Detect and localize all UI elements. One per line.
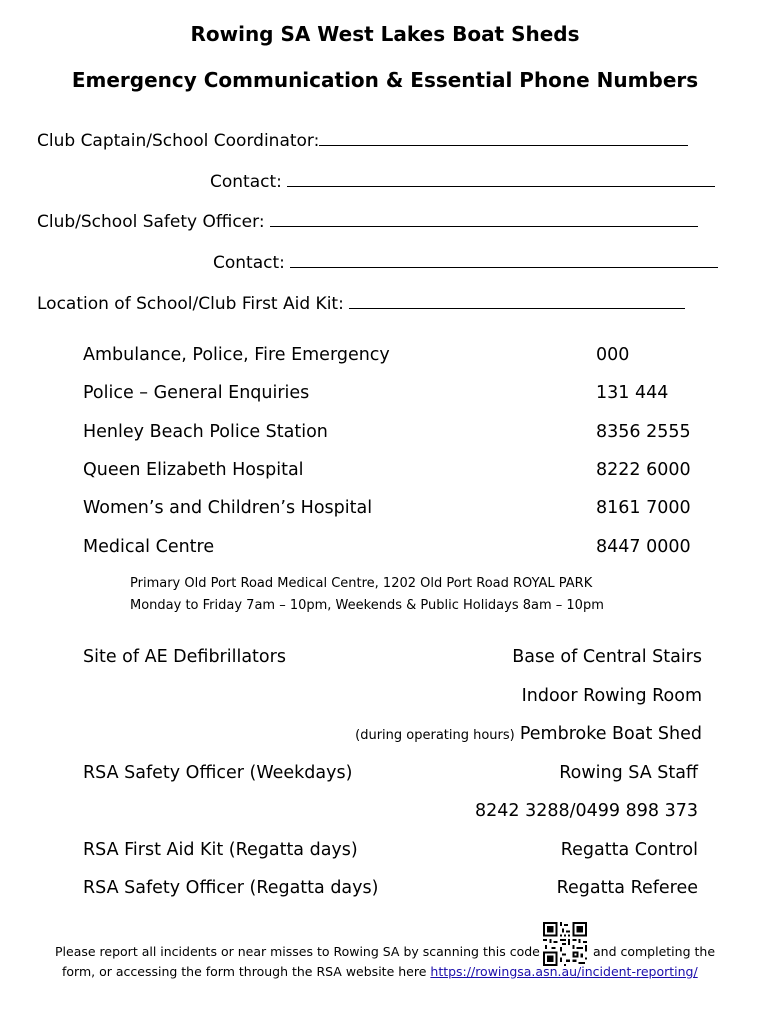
number-value: 8161 7000 [596, 498, 691, 518]
rsa-weekday-phone: 8242 3288/0499 898 373 [475, 801, 698, 821]
contact-line-2 [213, 250, 718, 273]
defib-location-1: Base of Central Stairs [512, 647, 702, 667]
footer-text-3: form, or accessing the form through the RSA website here [62, 964, 427, 979]
footer-line-2 [62, 964, 698, 979]
defib-location-3-line [355, 724, 702, 744]
number-value: 8447 0000 [596, 537, 691, 557]
captain-label: Club Captain/School Coordinator: [37, 131, 320, 151]
number-label: Police – General Enquiries [83, 383, 310, 403]
safety-officer-field[interactable] [270, 209, 698, 227]
footer-text-2: and completing the [593, 944, 716, 959]
contact-line-1 [210, 169, 715, 192]
number-label: Women’s and Children’s Hospital [83, 498, 373, 518]
defib-hours-note: (during operating hours) [355, 728, 515, 743]
incident-reporting-link[interactable]: https://rowingsa.asn.au/incident-reporting/ [430, 964, 698, 979]
defib-label: Site of AE Defibrillators [83, 647, 286, 667]
contact-label: Contact: [213, 253, 285, 273]
rsa-kit-label: RSA First Aid Kit (Regatta days) [83, 840, 358, 860]
safety-officer-label: Club/School Safety Officer: [37, 212, 265, 232]
page-title: Rowing SA West Lakes Boat Sheds [190, 22, 580, 46]
rsa-kit-value: Regatta Control [560, 840, 698, 860]
contact-field-1[interactable] [287, 169, 715, 187]
rsa-weekday-value: Rowing SA Staff [559, 763, 698, 783]
defib-location-3: Pembroke Boat Shed [519, 724, 702, 744]
number-value: 8356 2555 [596, 422, 691, 442]
rsa-weekday-label: RSA Safety Officer (Weekdays) [83, 763, 353, 783]
number-value: 000 [596, 345, 630, 365]
rsa-regatta-value: Regatta Referee [556, 878, 698, 898]
contact-label: Contact: [210, 172, 282, 192]
medical-centre-address: Primary Old Port Road Medical Centre, 1202 Old Port Road ROYAL PARK [130, 576, 593, 591]
first-aid-label: Location of School/Club First Aid Kit: [37, 294, 344, 314]
number-label: Queen Elizabeth Hospital [83, 460, 304, 480]
captain-field[interactable] [319, 128, 688, 146]
first-aid-field[interactable] [349, 291, 685, 309]
contact-field-2[interactable] [290, 250, 718, 268]
safety-officer-line [37, 209, 698, 232]
footer-text-1: Please report all incidents or near misses to Rowing SA by scanning this code [55, 944, 540, 959]
number-label: Ambulance, Police, Fire Emergency [83, 345, 390, 365]
number-value: 8222 6000 [596, 460, 691, 480]
medical-centre-hours: Monday to Friday 7am – 10pm, Weekends & Public Holidays 8am – 10pm [130, 598, 604, 613]
captain-line [37, 128, 688, 151]
defib-location-2: Indoor Rowing Room [521, 686, 702, 706]
first-aid-line [37, 291, 685, 314]
rsa-regatta-label: RSA Safety Officer (Regatta days) [83, 878, 379, 898]
number-value: 131 444 [596, 383, 669, 403]
page-subtitle: Emergency Communication & Essential Phone Numbers [71, 68, 699, 92]
qr-code-icon[interactable] [543, 922, 587, 966]
number-label: Henley Beach Police Station [83, 422, 328, 442]
number-label: Medical Centre [83, 537, 215, 557]
